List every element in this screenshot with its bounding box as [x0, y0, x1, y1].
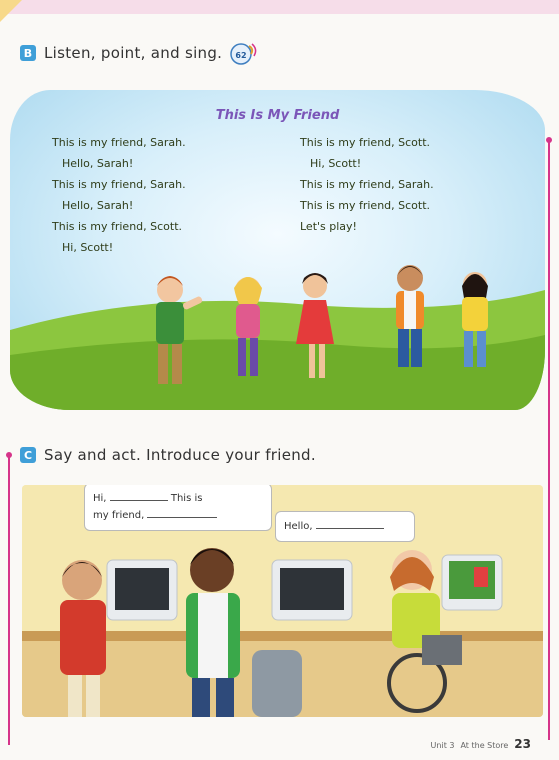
lyric-line: This is my friend, Scott.	[300, 199, 431, 212]
lyric-line: Hi, Scott!	[62, 241, 114, 254]
lyric-line: This is my friend, Sarah.	[52, 136, 186, 149]
children-illustration	[10, 90, 545, 410]
left-guide-dot	[6, 452, 12, 458]
lyric-line: Hello, Sarah!	[62, 157, 134, 170]
section-b-header	[20, 42, 256, 64]
monitor-left	[107, 560, 177, 620]
lyric-line: Let's play!	[300, 220, 357, 233]
page-number: 23	[514, 737, 531, 751]
song-title: This Is My Friend	[215, 108, 340, 123]
monitor-center	[272, 560, 352, 620]
child-girl-red-dress	[296, 273, 334, 378]
lyric-line: Hi, Scott!	[310, 157, 362, 170]
child-girl-yellow-jacket	[462, 272, 488, 367]
blank-name-2[interactable]	[147, 507, 217, 518]
right-guide-dot	[546, 137, 552, 143]
audio-cd-icon[interactable]	[230, 42, 256, 64]
lyric-line: This is my friend, Scott.	[300, 136, 431, 149]
bubble1-this-is: This is	[170, 493, 203, 504]
bubble1-my-friend: my friend,	[93, 510, 145, 521]
lyric-line: This is my friend, Sarah.	[300, 178, 434, 191]
section-b-instruction: Listen, point, and sing.	[44, 44, 223, 62]
song-panel	[10, 90, 545, 410]
corner-tab	[0, 0, 22, 22]
footer-unit: Unit 3	[430, 741, 455, 750]
section-c-instruction: Say and act. Introduce your friend.	[44, 446, 316, 464]
lyric-line: This is my friend, Scott.	[52, 220, 183, 233]
lyric-line: This is my friend, Sarah.	[52, 178, 186, 191]
speech-bubble-2	[275, 511, 415, 542]
section-b-badge: B	[20, 45, 36, 61]
section-c-header	[20, 446, 316, 464]
left-guide-line	[8, 455, 10, 745]
child-sarah	[234, 277, 262, 376]
bubble1-hi: Hi,	[93, 493, 107, 504]
cd-track-number: 62	[235, 51, 247, 60]
right-guide-line	[548, 140, 550, 740]
classroom-illustration	[22, 485, 543, 717]
bubble2-hello: Hello,	[284, 521, 313, 532]
page-footer	[431, 737, 531, 751]
section-c-badge: C	[20, 447, 36, 463]
blank-name-3[interactable]	[316, 518, 384, 529]
lyric-line: Hello, Sarah!	[62, 199, 134, 212]
blank-name-1[interactable]	[110, 490, 168, 501]
monitor-right	[442, 555, 502, 610]
footer-unit-title: At the Store	[460, 741, 509, 750]
speech-bubble-1	[84, 485, 272, 531]
child-boy-orange-shirt	[396, 265, 424, 367]
child-scott	[156, 276, 203, 384]
chair	[252, 650, 302, 717]
top-band	[0, 0, 559, 14]
